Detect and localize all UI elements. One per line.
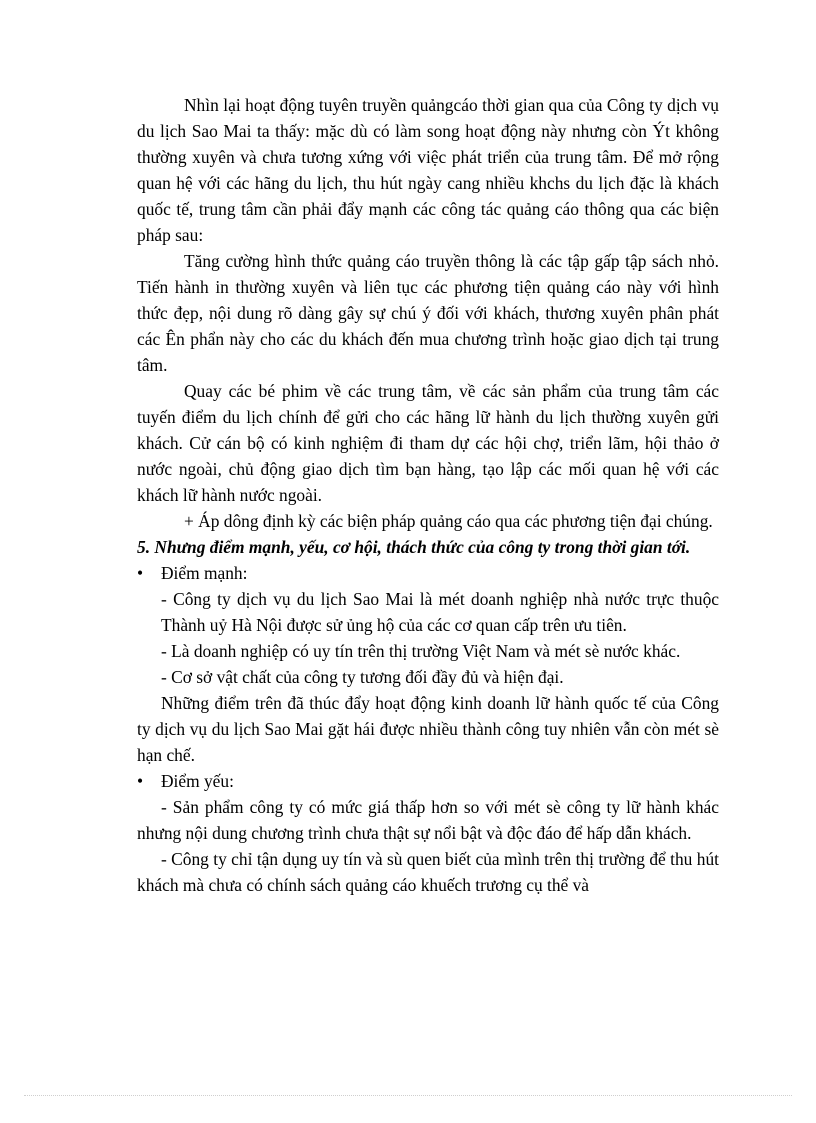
strengths-bullet-item [137, 560, 719, 586]
strengths-label: Điểm mạnh: [161, 563, 248, 583]
paragraph-mass-media: + Áp dông định kỳ các biện pháp quảng cáo qua các phương tiện đại chúng. [184, 511, 713, 531]
weakness-item-2: - Công ty chỉ tận dụng uy tín và sù quen biết của mình trên thị trường để thu hút khách mà chưa có chính sách quảng cáo khuếch trương cụ thể và [137, 849, 719, 895]
weaknesses-bullet-item [137, 768, 719, 794]
paragraph-advertising-review: Nhìn lại hoạt động tuyên truyền quảngcáo thời gian qua của Công ty dịch vụ du lịch Sao Mai ta thấy: mặc dù có làm song hoạt động này nhưng còn Ýt không thường xuyên và chưa tương xứng với việc phát triển của trung tâm. Để mở rộng quan hệ với các hãng du lịch, thu hút ngày cang nhiều khchs du lịch đặc là khách quốc tế, trung tâm cần phải đẩy mạnh các công tác quảng cáo thông qua các biện pháp sau: [137, 95, 719, 245]
strength-item-3: - Cơ sở vật chất của công ty tương đối đầy đủ và hiện đại. [161, 667, 564, 687]
strength-item-1: - Công ty dịch vụ du lịch Sao Mai là mét doanh nghiệp nhà nước trực thuộc Thành uỷ Hà Nội được sử ủng hộ của các cơ quan cấp trên ưu tiên. [161, 589, 719, 635]
strengths-summary: Những điểm trên đã thúc đẩy hoạt động kinh doanh lữ hành quốc tế của Công ty dịch vụ du lịch Sao Mai gặt hái được nhiều thành công tuy nhiên vẫn còn mét sè hạn chế. [137, 693, 719, 765]
bullet-dot-icon: • [137, 563, 144, 583]
weaknesses-label: Điểm yếu: [161, 771, 234, 791]
paragraph-media-brochures: Tăng cường hình thức quảng cáo truyền thông là các tập gấp tập sách nhỏ. Tiến hành in thường xuyên và liên tục các phương tiện quảng cáo này với hình thức đẹp, nội dung rõ dàng gây sự chú ý đối với khách, thương xuyên phân phát các Ên phẩn này cho các du khách đến mua chương trình hoặc giao dịch tại trung tâm. [137, 251, 719, 375]
document-page [137, 92, 719, 898]
weakness-item-1: - Sản phẩm công ty có mức giá thấp hơn so với mét sè công ty lữ hành khác nhưng nội dung chương trình chưa thật sự nổi bật và độc đáo để hấp dẫn khách. [137, 797, 719, 843]
strength-item-2: - Là doanh nghiệp có uy tín trên thị trường Việt Nam và mét sè nước khác. [161, 641, 681, 661]
section-heading-swot: 5. Nhưng điểm mạnh, yếu, cơ hội, thách thức của công ty trong thời gian tới. [137, 537, 691, 557]
bullet-dot-icon: • [137, 771, 144, 791]
page-footer-divider [24, 1095, 792, 1096]
paragraph-film-fairs: Quay các bé phim về các trung tâm, về các sản phẩm của trung tâm các tuyến điểm du lịch chính để gửi cho các hãng lữ hành du lịch thường xuyên gửi khách. Cử cán bộ có kinh nghiệm đi tham dự các hội chợ, triển lãm, hội thảo ở nước ngoài, chủ động giao dịch tìm bạn hàng, tạo lập các mối quan hệ với các khách lữ hành nước ngoài. [137, 381, 719, 505]
